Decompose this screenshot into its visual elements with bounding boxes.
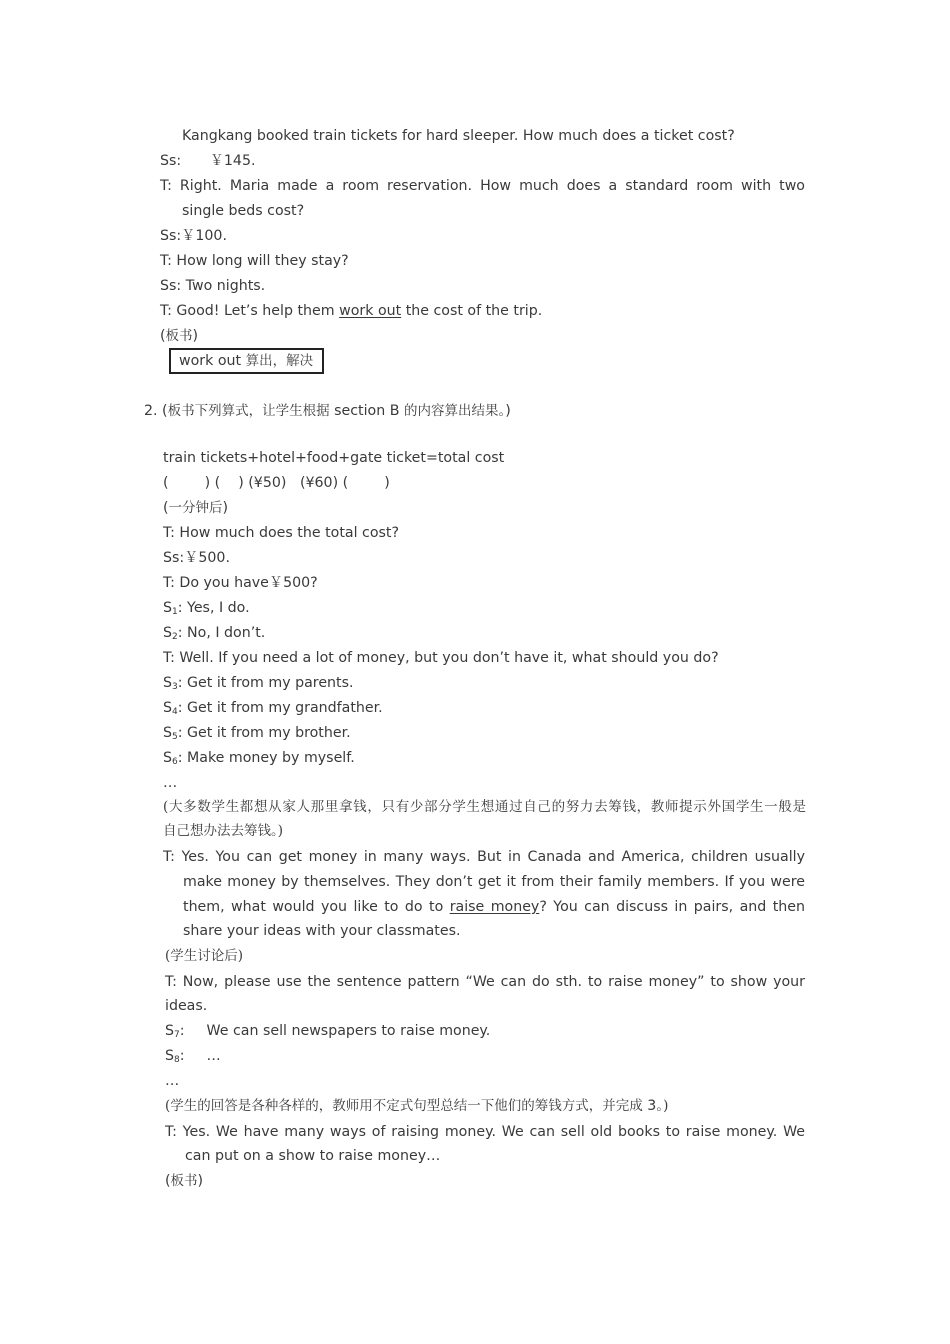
speaker-number: 7 bbox=[174, 1030, 180, 1040]
speaker-letter: S bbox=[165, 1048, 175, 1064]
text-run: 板书下列算式，让学生根据 bbox=[167, 403, 330, 419]
teacher-note bbox=[165, 1096, 668, 1116]
student-line bbox=[163, 623, 265, 643]
underlined-phrase: raise money bbox=[449, 899, 540, 915]
ellipsis: … bbox=[165, 1073, 180, 1089]
teacher-note: (大多数学生都想从家人那里拿钱，只有少部分学生想通过自己的努力去筹钱，教师提示外国学生一般是 bbox=[163, 799, 806, 815]
text-run: the cost of the trip. bbox=[401, 303, 543, 319]
text-line bbox=[160, 151, 255, 171]
speaker-letter: S bbox=[163, 675, 173, 691]
text-run: : bbox=[179, 1048, 185, 1064]
ellipsis: … bbox=[163, 775, 178, 791]
text-run: : Yes, I do. bbox=[177, 600, 250, 616]
speaker-number: 1 bbox=[172, 607, 178, 617]
student-line bbox=[165, 1021, 490, 1041]
speaker-letter: S bbox=[163, 750, 173, 766]
speaker-label: Ss: bbox=[160, 153, 182, 169]
speaker-number: 2 bbox=[172, 632, 178, 642]
stage-note: (学生讨论后) bbox=[165, 948, 244, 964]
student-line bbox=[163, 598, 250, 618]
text-run: (学生的回答是各种各样的，教师用不定式句型总结一下他们的筹钱方式，并完成 bbox=[165, 1098, 643, 1114]
text-paragraph bbox=[183, 895, 805, 920]
formula-blanks: ( ) ( ) (¥50) (¥60) ( ) bbox=[163, 475, 390, 491]
speaker-number: 3 bbox=[172, 682, 178, 692]
text-run: ? You can discuss in pairs, and then bbox=[539, 899, 805, 915]
text-run: ) bbox=[197, 1173, 204, 1189]
vocab-box bbox=[169, 348, 324, 374]
speaker-letter: S bbox=[163, 725, 173, 741]
text-run: : Get it from my parents. bbox=[177, 675, 354, 691]
student-line bbox=[163, 723, 351, 743]
text-line: can put on a show to raise money… bbox=[185, 1148, 441, 1164]
text-run: : Get it from my brother. bbox=[177, 725, 351, 741]
student-line bbox=[165, 1046, 221, 1066]
text-line: Ss:￥500. bbox=[163, 550, 230, 566]
text-line: T: How long will they stay? bbox=[160, 253, 349, 269]
blackboard-note bbox=[165, 1171, 203, 1191]
text-run: T: Good! Let’s help them bbox=[160, 303, 340, 319]
text-paragraph: T: Yes. We have many ways of raising money. We can sell old books to raise money. We bbox=[165, 1124, 805, 1140]
text-line: Ss: Two nights. bbox=[160, 278, 266, 294]
underlined-phrase: work out bbox=[339, 303, 402, 319]
student-line bbox=[163, 698, 383, 718]
speaker-number: 5 bbox=[172, 732, 178, 742]
text-line: Kangkang booked train tickets for hard sleeper. How much does a ticket cost? bbox=[182, 128, 735, 144]
text-paragraph: T: Right. Maria made a room reservation. How much does a standard room with two bbox=[160, 178, 805, 194]
text-run: ( bbox=[163, 500, 169, 516]
text-run: : bbox=[179, 1023, 185, 1039]
text-line: T: Well. If you need a lot of money, but you don’t have it, what should you do? bbox=[163, 650, 719, 666]
text-run: ( bbox=[160, 328, 166, 344]
text-run: ( bbox=[165, 1173, 171, 1189]
speaker-letter: S bbox=[163, 700, 173, 716]
text-run: : Get it from my grandfather. bbox=[177, 700, 383, 716]
text-run: ) bbox=[222, 500, 229, 516]
text-run: section B bbox=[329, 403, 404, 419]
blackboard-note bbox=[160, 326, 198, 346]
text-line: single beds cost? bbox=[182, 203, 305, 219]
stage-note bbox=[163, 498, 228, 518]
speaker-letter: S bbox=[163, 625, 173, 641]
student-line bbox=[163, 748, 355, 768]
text-run: 3 bbox=[642, 1098, 657, 1114]
text-run: : Make money by myself. bbox=[177, 750, 355, 766]
text-run: 2. ( bbox=[144, 403, 168, 419]
answer-text: ￥145. bbox=[209, 153, 256, 169]
text-line: Ss:￥100. bbox=[160, 228, 227, 244]
speaker-number: 4 bbox=[172, 707, 178, 717]
text-run: : No, I don’t. bbox=[177, 625, 266, 641]
teacher-note: 自己想办法去筹钱。) bbox=[163, 823, 284, 839]
speaker-letter: S bbox=[163, 600, 173, 616]
section-heading bbox=[144, 401, 511, 421]
text-paragraph: T: Now, please use the sentence pattern “We can do sth. to raise money” to show your bbox=[165, 974, 805, 990]
text-line: share your ideas with your classmates. bbox=[183, 923, 461, 939]
speaker-letter: S bbox=[165, 1023, 175, 1039]
text-run: ) bbox=[505, 403, 511, 419]
text-run: them, what would you like to do to bbox=[183, 899, 450, 915]
text-run: 一分钟后 bbox=[168, 500, 223, 516]
text-run: … bbox=[206, 1048, 221, 1064]
text-run: 。) bbox=[656, 1098, 669, 1114]
text-line bbox=[160, 301, 542, 321]
text-run: 板书 bbox=[170, 1173, 198, 1189]
text-paragraph: T: Yes. You can get money in many ways. But in Canada and America, children usually bbox=[163, 849, 805, 865]
text-run: We can sell newspapers to raise money. bbox=[206, 1023, 491, 1039]
text-line: ideas. bbox=[165, 998, 208, 1014]
speaker-number: 6 bbox=[172, 757, 178, 767]
speaker-number: 8 bbox=[174, 1055, 180, 1065]
text-line: T: Do you have￥500? bbox=[163, 575, 318, 591]
formula-line: train tickets+hotel+food+gate ticket=total cost bbox=[163, 450, 505, 466]
text-paragraph: make money by themselves. They don’t get it from their family members. If you were bbox=[183, 874, 805, 890]
vocab-term: work out bbox=[179, 353, 246, 369]
text-run: 板书 bbox=[165, 328, 193, 344]
text-run: 的内容算出结果。 bbox=[403, 403, 506, 419]
student-line bbox=[163, 673, 354, 693]
text-line: T: How much does the total cost? bbox=[163, 525, 399, 541]
vocab-meaning: 算出，解决 bbox=[245, 353, 314, 369]
text-run: ) bbox=[192, 328, 199, 344]
